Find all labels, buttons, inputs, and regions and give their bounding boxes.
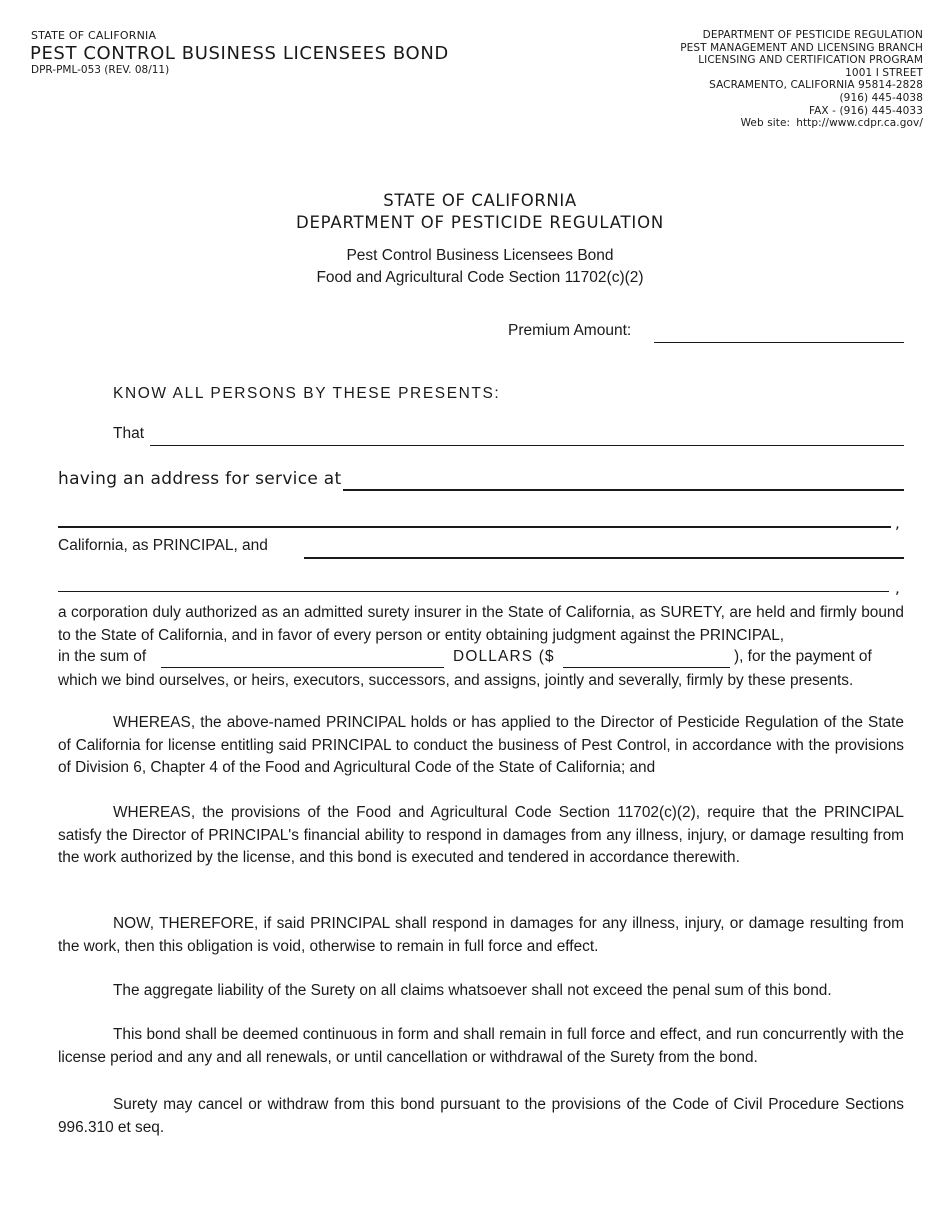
website-label: Web site:: [740, 117, 791, 130]
now-therefore-paragraph: NOW, THEREFORE, if said PRINCIPAL shall respond in damages for any illness, injury, or damage resulting from the work, then this obligation is void, otherwise to remain in full force and effect.: [58, 915, 904, 955]
dept-line: DEPARTMENT OF PESTICIDE REGULATION: [702, 29, 923, 41]
know-all-persons-heading: KNOW ALL PERSONS BY THESE PRESENTS:: [113, 385, 501, 402]
surety-cancel-paragraph: Surety may cancel or withdraw from this bond pursuant to the provisions of the Code of Civil Procedure Sections 996.310 et seq.: [58, 1096, 904, 1136]
continuous-bond-paragraph: This bond shall be deemed continuous in form and shall remain in full force and effect, and run concurrently with the license period and any and all renewals, or until cancellation or withdrawal of the Surety from the bond.: [58, 1026, 904, 1066]
title-department: DEPARTMENT OF PESTICIDE REGULATION: [295, 213, 665, 232]
address-field[interactable]: [343, 489, 904, 491]
form-title: PEST CONTROL BUSINESS LICENSEES BOND: [30, 43, 449, 64]
dept-line: LICENSING AND CERTIFICATION PROGRAM: [698, 54, 923, 67]
sum-prefix: in the sum of: [58, 648, 147, 665]
title-bond-name: Pest Control Business Licensees Bond: [346, 247, 614, 264]
dept-line: SACRAMENTO, CALIFORNIA 95814-2828: [709, 79, 923, 92]
sum-amount-field[interactable]: [563, 667, 730, 668]
corporation-paragraph-end: which we bind ourselves, or heirs, executors, successors, and assigns, jointly and severally, firmly by these presents.: [58, 672, 854, 689]
website-link[interactable]: http://www.cdpr.ca.gov/: [796, 117, 923, 130]
title-state: STATE OF CALIFORNIA: [383, 191, 577, 210]
surety-name-field-line2[interactable]: [58, 591, 889, 592]
principal-name-field[interactable]: [150, 445, 904, 446]
whereas-paragraph-1: WHEREAS, the above-named PRINCIPAL holds or has applied to the Director of Pesticide Regulation of the State of California for license entitling said PRINCIPAL to conduct the business of Pest Control, in accordance with the provisions of Division 6, Chapter 4 of the Food and Agricultural Code of the State of California; and: [58, 714, 904, 777]
dollars-label: DOLLARS ($: [453, 648, 555, 665]
dept-line: PEST MANAGEMENT AND LICENSING BRANCH: [680, 41, 923, 54]
surety-name-field[interactable]: [304, 557, 904, 559]
premium-amount-label: Premium Amount:: [508, 322, 632, 339]
title-code-section: Food and Agricultural Code Section 11702(c)(2): [316, 269, 644, 286]
header-state-label: STATE OF CALIFORNIA: [31, 29, 157, 42]
sum-suffix: ), for the payment of: [734, 648, 872, 665]
california-principal-label: California, as PRINCIPAL, and: [58, 537, 268, 554]
sum-row: [58, 648, 904, 672]
sum-words-field[interactable]: [161, 667, 444, 668]
dept-line: (916) 445-4038: [839, 91, 923, 104]
aggregate-liability-paragraph: The aggregate liability of the Surety on all claims whatsoever shall not exceed the penal sum of this bond.: [113, 982, 832, 999]
address-label: having an address for service at: [58, 469, 342, 489]
comma: ,: [895, 579, 900, 597]
department-address-block: [680, 29, 923, 130]
that-label: That: [113, 425, 145, 442]
whereas-paragraph-2: WHEREAS, the provisions of the Food and Agricultural Code Section 11702(c)(2), require that the PRINCIPAL satisfy the Director of PRINCIPAL's financial ability to respond in damages from any illness, injury, or damage resulting from the work authorized by the license, and this bond is executed and tendered in accordance therewith.: [58, 804, 904, 867]
corporation-paragraph: a corporation duly authorized as an admitted surety insurer in the State of California, as SURETY, are held and firmly bound to the State of California, and in favor of every person or entity obtaining judgment against the PRINCIPAL,: [58, 604, 904, 644]
dept-line: FAX - (916) 445-4033: [808, 104, 923, 117]
comma: ,: [895, 514, 900, 532]
dept-line: 1001 I STREET: [845, 66, 923, 79]
website-row: [680, 117, 923, 130]
address-field-line2[interactable]: [58, 526, 891, 528]
form-number: DPR-PML-053 (REV. 08/11): [31, 64, 170, 76]
premium-amount-field[interactable]: [654, 342, 904, 343]
